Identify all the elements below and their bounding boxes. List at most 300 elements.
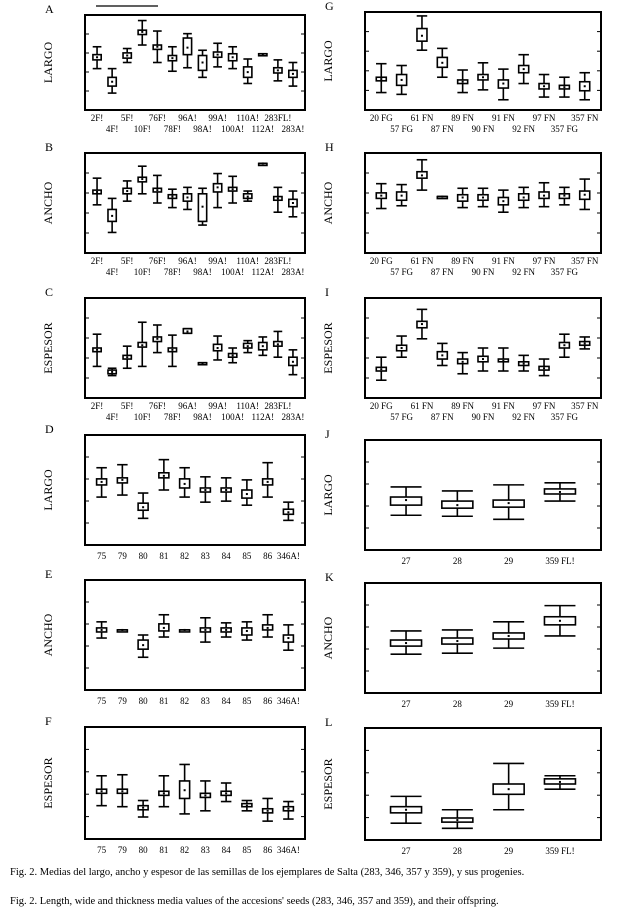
x-tick-label: 81: [159, 696, 169, 706]
mean-point: [559, 620, 561, 622]
x-tick-label: 10F!: [133, 412, 151, 422]
mean-point: [156, 46, 158, 48]
x-tick-label: 87 FN: [430, 124, 454, 134]
box-82: [179, 764, 190, 813]
x-tick-label: 84: [221, 696, 231, 706]
box-29: [493, 485, 524, 519]
box-85: [242, 622, 253, 640]
x-tick-label: 99A!: [208, 113, 227, 123]
mean-point: [456, 504, 458, 506]
box-81: [159, 615, 170, 637]
x-tick-label: 5F!: [120, 401, 134, 411]
x-tick-label: 82: [180, 551, 190, 561]
x-tick-label: 79: [117, 551, 127, 561]
mean-point: [247, 71, 249, 73]
x-tick-label: 90 FN: [471, 124, 495, 134]
panel-i: [321, 285, 601, 422]
mean-point: [405, 499, 407, 501]
x-tick-label: 57 FG: [390, 124, 414, 134]
box-57-fg: [396, 336, 407, 357]
x-tick-label: 80: [138, 551, 148, 561]
panel-k: [321, 570, 601, 709]
mean-point: [508, 635, 510, 637]
mean-point: [441, 354, 443, 356]
box-75: [96, 622, 107, 638]
x-tick-label: 84: [221, 845, 231, 855]
x-tick-label: 357 FN: [571, 256, 599, 266]
x-tick-label: 28: [452, 699, 462, 709]
panel-e: [41, 567, 305, 706]
box-61-fn: [417, 16, 428, 50]
mean-point: [186, 196, 188, 198]
box-346a-: [283, 802, 294, 820]
mean-point: [267, 481, 269, 483]
x-tick-label: 283FL!: [264, 113, 292, 123]
mean-point: [543, 195, 545, 197]
y-axis-label: ANCHO: [41, 181, 55, 225]
box-2f-: [93, 178, 102, 205]
box-357-fn: [579, 179, 590, 209]
box-10f-: [138, 166, 147, 194]
panel-letter: I: [325, 285, 329, 299]
x-tick-label: 57 FG: [390, 412, 414, 422]
x-tick-label: 20 FG: [369, 113, 393, 123]
x-tick-label: 86: [263, 551, 273, 561]
mean-point: [456, 819, 458, 821]
x-tick-label: 81: [159, 551, 169, 561]
x-tick-label: 92 FN: [512, 412, 536, 422]
mean-point: [141, 31, 143, 33]
mean-point: [482, 76, 484, 78]
x-tick-label: 61 FN: [410, 401, 434, 411]
panel-letter: J: [325, 427, 330, 441]
x-tick-label: 27: [401, 556, 411, 566]
box-10f-: [138, 21, 147, 45]
panel-letter: H: [325, 140, 334, 154]
box-iqr: [391, 497, 422, 505]
box-100a-: [228, 176, 237, 203]
plot-frame: [85, 153, 305, 253]
x-tick-label: 28: [452, 846, 462, 856]
box-89-fn: [457, 353, 468, 374]
mean-point: [202, 206, 204, 208]
mean-point: [462, 361, 464, 363]
mean-point: [186, 47, 188, 49]
x-tick-label: 85: [242, 845, 252, 855]
x-tick-label: 91 FN: [491, 113, 515, 123]
box-100a-: [228, 47, 237, 69]
mean-point: [156, 189, 158, 191]
x-tick-label: 10F!: [133, 267, 151, 277]
mean-point: [405, 809, 407, 811]
y-axis-label: ESPESOR: [321, 322, 335, 374]
box-79: [117, 629, 128, 632]
box-29: [493, 763, 524, 809]
x-tick-label: 29: [504, 699, 514, 709]
mean-point: [101, 790, 103, 792]
x-tick-label: 78F!: [163, 267, 181, 277]
mean-point: [96, 349, 98, 351]
mean-point: [232, 354, 234, 356]
x-tick-label: 81: [159, 845, 169, 855]
box-283fl-: [274, 187, 283, 212]
box-357-fg: [559, 334, 570, 357]
x-tick-label: 99A!: [208, 256, 227, 266]
x-tick-label: 97 FN: [532, 113, 556, 123]
box-90-fn: [478, 63, 489, 90]
mean-point: [171, 57, 173, 59]
mean-point: [111, 371, 113, 373]
box-283a-: [289, 63, 298, 87]
x-tick-label: 98A!: [193, 267, 212, 277]
mean-point: [121, 790, 123, 792]
mean-point: [96, 191, 98, 193]
box-4f-: [108, 69, 117, 93]
mean-point: [204, 794, 206, 796]
box-98a-: [198, 363, 207, 365]
x-tick-label: 5F!: [120, 113, 134, 123]
box-81: [159, 460, 170, 490]
x-tick-label: 29: [504, 846, 514, 856]
box-99a-: [213, 336, 222, 360]
y-axis-label: LARGO: [321, 474, 335, 516]
mean-point: [421, 174, 423, 176]
x-tick-label: 96A!: [178, 113, 197, 123]
box-85: [242, 480, 253, 505]
box-112a-: [258, 337, 267, 355]
box-27: [391, 631, 422, 654]
x-tick-label: 76F!: [148, 256, 166, 266]
mean-point: [225, 792, 227, 794]
mean-point: [121, 479, 123, 481]
box-82: [179, 629, 190, 632]
y-axis-label: ANCHO: [321, 181, 335, 225]
mean-point: [126, 55, 128, 57]
x-tick-label: 2F!: [90, 113, 104, 123]
panel-letter: G: [325, 0, 334, 13]
box-84: [221, 783, 232, 802]
mean-point: [584, 194, 586, 196]
box-357-fg: [559, 77, 570, 97]
panel-g: [321, 0, 601, 134]
x-tick-label: 283A!: [281, 412, 305, 422]
plot-frame: [85, 580, 305, 690]
box-2f-: [93, 47, 102, 69]
mean-point: [141, 178, 143, 180]
plot-frame: [365, 583, 601, 693]
mean-point: [204, 629, 206, 631]
mean-point: [156, 338, 158, 340]
x-tick-label: 90 FN: [471, 267, 495, 277]
panel-b: [41, 140, 305, 277]
mean-point: [401, 347, 403, 349]
mean-point: [563, 344, 565, 346]
box-91-fn: [498, 190, 509, 212]
mean-point: [401, 195, 403, 197]
mean-point: [142, 807, 144, 809]
mean-point: [287, 511, 289, 513]
x-tick-label: 86: [263, 845, 273, 855]
box-96a-: [183, 329, 192, 334]
x-tick-label: 75: [97, 696, 107, 706]
panel-letter: E: [45, 567, 53, 581]
mean-point: [502, 83, 504, 85]
mean-point: [277, 343, 279, 345]
mean-point: [217, 347, 219, 349]
box-82: [179, 468, 190, 497]
mean-point: [462, 196, 464, 198]
x-tick-label: 57 FG: [390, 267, 414, 277]
box-27: [391, 796, 422, 823]
box-283a-: [289, 191, 298, 217]
box-87-fn: [437, 343, 448, 365]
mean-point: [401, 79, 403, 81]
y-axis-label: LARGO: [41, 469, 55, 511]
mean-point: [121, 629, 123, 631]
x-tick-label: 2F!: [90, 401, 104, 411]
x-tick-label: 80: [138, 696, 148, 706]
mean-point: [111, 81, 113, 83]
x-tick-label: 76F!: [148, 113, 166, 123]
x-tick-label: 27: [401, 846, 411, 856]
box-283fl-: [274, 60, 283, 81]
box-4f-: [108, 198, 117, 232]
box-4f-: [108, 368, 117, 375]
x-tick-label: 96A!: [178, 256, 197, 266]
box-110a-: [243, 59, 252, 83]
mean-point: [456, 640, 458, 642]
mean-point: [101, 481, 103, 483]
y-axis-label: LARGO: [41, 41, 55, 84]
mean-point: [246, 805, 248, 807]
box-359-fl-: [544, 483, 575, 501]
x-tick-label: 357 FG: [550, 412, 579, 422]
box-75: [96, 468, 107, 497]
mean-point: [141, 344, 143, 346]
box-20-fg: [376, 64, 387, 93]
x-tick-label: 357 FN: [571, 401, 599, 411]
box-84: [221, 478, 232, 501]
mean-point: [247, 345, 249, 347]
box-83: [200, 477, 211, 502]
box-357-fg: [559, 187, 570, 204]
mean-point: [462, 81, 464, 83]
x-tick-label: 87 FN: [430, 267, 454, 277]
box-75: [96, 776, 107, 806]
mean-point: [508, 788, 510, 790]
box-99a-: [213, 174, 222, 208]
x-tick-label: 87 FN: [430, 412, 454, 422]
x-tick-label: 92 FN: [512, 267, 536, 277]
box-357-fn: [579, 337, 590, 349]
box-61-fn: [417, 309, 428, 338]
mean-point: [142, 506, 144, 508]
box-98a-: [198, 50, 207, 77]
box-iqr: [183, 38, 191, 55]
box-110a-: [243, 341, 252, 353]
mean-point: [267, 810, 269, 812]
caption-english: Fig. 2. Length, wide and thickness media values of the accesions' seeds (283, 346, 357 and 359), and their offspring.: [10, 896, 499, 907]
box-86: [262, 615, 273, 637]
box-90-fn: [478, 348, 489, 371]
box-89-fn: [457, 188, 468, 207]
x-tick-label: 75: [97, 551, 107, 561]
box-359-fl-: [544, 776, 575, 789]
plot-frame: [365, 440, 601, 550]
x-tick-label: 346A!: [276, 696, 300, 706]
x-tick-label: 75: [97, 845, 107, 855]
mean-point: [563, 195, 565, 197]
box-98a-: [198, 188, 207, 225]
panel-j: [321, 427, 601, 566]
mean-point: [247, 196, 249, 198]
x-tick-label: 91 FN: [491, 256, 515, 266]
x-tick-label: 89 FN: [451, 113, 475, 123]
mean-point: [523, 196, 525, 198]
panel-h: [321, 140, 601, 277]
x-tick-label: 100A!: [221, 267, 245, 277]
box-112a-: [258, 54, 267, 56]
x-tick-label: 283A!: [281, 267, 305, 277]
x-tick-label: 20 FG: [369, 256, 393, 266]
box-346a-: [283, 502, 294, 520]
panel-a: [41, 2, 305, 134]
x-tick-label: 359 FL!: [545, 846, 575, 856]
box-357-fn: [579, 73, 590, 100]
y-axis-label: ANCHO: [41, 613, 55, 657]
mean-point: [292, 73, 294, 75]
box-80: [138, 801, 149, 817]
mean-point: [523, 363, 525, 365]
mean-point: [543, 367, 545, 369]
y-axis-label: LARGO: [321, 40, 335, 82]
box-5f-: [123, 346, 132, 368]
mean-point: [584, 342, 586, 344]
mean-point: [225, 629, 227, 631]
plot-frame: [365, 12, 601, 110]
x-tick-label: 78F!: [163, 124, 181, 134]
mean-point: [380, 195, 382, 197]
x-tick-label: 357 FG: [550, 124, 579, 134]
mean-point: [508, 502, 510, 504]
x-tick-label: 4F!: [105, 124, 119, 134]
x-tick-label: 2F!: [90, 256, 104, 266]
mean-point: [482, 358, 484, 360]
x-tick-label: 97 FN: [532, 256, 556, 266]
box-87-fn: [437, 48, 448, 77]
box-283a-: [289, 350, 298, 375]
box-346a-: [283, 625, 294, 650]
x-tick-label: 89 FN: [451, 256, 475, 266]
mean-point: [184, 789, 186, 791]
x-tick-label: 10F!: [133, 124, 151, 134]
mean-point: [225, 489, 227, 491]
mean-point: [287, 637, 289, 639]
mean-point: [421, 35, 423, 37]
mean-point: [405, 642, 407, 644]
box-92-fn: [518, 355, 529, 371]
mean-point: [559, 491, 561, 493]
box-99a-: [213, 43, 222, 67]
mean-point: [277, 69, 279, 71]
mean-point: [171, 349, 173, 351]
mean-point: [421, 323, 423, 325]
x-tick-label: 90 FN: [471, 412, 495, 422]
x-tick-label: 61 FN: [410, 113, 434, 123]
mean-point: [262, 162, 264, 164]
mean-point: [292, 202, 294, 204]
y-axis-label: ANCHO: [321, 616, 335, 660]
x-tick-label: 85: [242, 551, 252, 561]
x-tick-label: 112A!: [251, 267, 275, 277]
mean-point: [584, 85, 586, 87]
mean-point: [217, 54, 219, 56]
plot-frame: [85, 727, 305, 839]
box-5f-: [123, 49, 132, 63]
mean-point: [292, 361, 294, 363]
box-83: [200, 781, 211, 811]
x-tick-label: 346A!: [276, 845, 300, 855]
panel-d: [41, 422, 305, 561]
box-86: [262, 463, 273, 497]
box-110a-: [243, 191, 252, 201]
box-97-fn: [539, 75, 550, 98]
x-tick-label: 91 FN: [491, 401, 515, 411]
x-tick-label: 79: [117, 696, 127, 706]
mean-point: [204, 489, 206, 491]
box-29: [493, 622, 524, 648]
x-tick-label: 4F!: [105, 412, 119, 422]
x-tick-label: 29: [504, 556, 514, 566]
plot-frame: [85, 435, 305, 545]
box-83: [200, 618, 211, 642]
x-tick-label: 359 FL!: [545, 699, 575, 709]
x-tick-label: 83: [200, 845, 210, 855]
mean-point: [184, 629, 186, 631]
box-80: [138, 635, 149, 657]
box-96a-: [183, 187, 192, 209]
mean-point: [232, 188, 234, 190]
mean-point: [163, 475, 165, 477]
x-tick-label: 97 FN: [532, 401, 556, 411]
box-76f-: [153, 325, 162, 353]
box-28: [442, 491, 473, 516]
x-tick-label: 20 FG: [369, 401, 393, 411]
box-2f-: [93, 334, 102, 366]
mean-point: [232, 56, 234, 58]
x-tick-label: 110A!: [236, 256, 260, 266]
mean-point: [186, 330, 188, 332]
x-tick-label: 357 FN: [571, 113, 599, 123]
y-axis-label: ESPESOR: [41, 322, 55, 374]
mean-point: [96, 56, 98, 58]
x-tick-label: 85: [242, 696, 252, 706]
mean-point: [142, 644, 144, 646]
panel-letter: B: [45, 140, 54, 154]
x-tick-label: 79: [117, 845, 127, 855]
x-tick-label: 98A!: [193, 412, 212, 422]
box-28: [442, 630, 473, 653]
mean-point: [202, 62, 204, 64]
mean-point: [246, 630, 248, 632]
box-27: [391, 487, 422, 515]
x-tick-label: 80: [138, 845, 148, 855]
mean-point: [441, 62, 443, 64]
x-tick-label: 82: [180, 696, 190, 706]
x-tick-label: 283A!: [281, 124, 305, 134]
box-10f-: [138, 322, 147, 366]
x-tick-label: 346A!: [276, 551, 300, 561]
